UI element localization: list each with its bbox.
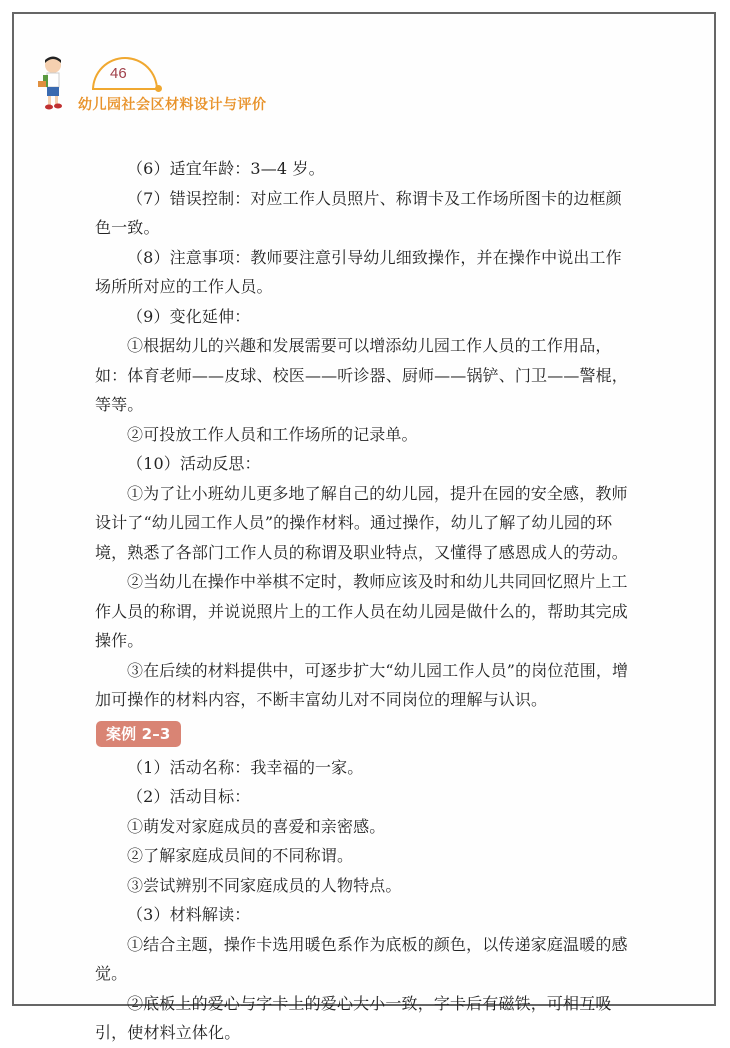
paragraph: ②了解家庭成员间的不同称谓。: [127, 846, 354, 865]
arc-dot: [155, 85, 162, 92]
arc-baseline: [92, 88, 160, 90]
paragraph: （1）活动名称：我幸福的一家。: [127, 757, 364, 777]
case-badge: 案例 2–3: [96, 721, 181, 747]
paragraph: （9）变化延伸：: [127, 306, 251, 326]
book-title: 幼儿园社会区材料设计与评价: [78, 97, 267, 113]
paragraph: ③在后续的材料提供中，可逐步扩大“幼儿园工作人员”的岗位范围，增加可操作的材料内容，不断丰富幼儿对不同岗位的理解与认识。: [95, 660, 629, 709]
page-body: [95, 154, 635, 1048]
boy-mascot-icon: [35, 55, 71, 111]
page-header: [30, 55, 330, 115]
paragraph: ①萌发对家庭成员的喜爱和亲密感。: [127, 816, 386, 836]
paragraph: ①结合主题，操作卡选用暖色系作为底板的颜色，以传递家庭温暖的感觉。: [95, 934, 628, 983]
paragraph: ②底板上的爱心与字卡上的爱心大小一致，字卡后有磁铁，可相互吸引，使材料立体化。: [95, 993, 612, 1042]
page-number: 46: [110, 65, 127, 82]
paragraph: （2）活动目标：: [127, 787, 251, 806]
paragraph: ①根据幼儿的兴趣和发展需要可以增添幼儿园工作人员的工作用品，如：体育老师——皮球、校医——听诊器、厨师——锅铲、门卫——警棍，等等。: [95, 336, 628, 414]
paragraph: ②可投放工作人员和工作场所的记录单。: [127, 424, 418, 444]
paragraph: （7）错误控制：对应工作人员照片、称谓卡及工作场所图卡的边框颜色一致。: [95, 188, 622, 237]
paragraph: （10）活动反思：: [127, 454, 261, 473]
paragraph: ③尝试辨别不同家庭成员的人物特点。: [127, 875, 402, 895]
paragraph: （3）材料解读：: [127, 905, 251, 924]
paragraph: ②当幼儿在操作中举棋不定时，教师应该及时和幼儿共同回忆照片上工作人员的称谓，并说说照片上的工作人员在幼儿园是做什么的，帮助其完成操作。: [95, 572, 628, 650]
paragraph: （6）适宜年龄：3—4 岁。: [127, 159, 325, 178]
paragraph: ①为了让小班幼儿更多地了解自己的幼儿园，提升在园的安全感，教师设计了“幼儿园工作人员”的操作材料。通过操作，幼儿了解了幼儿园的环境，熟悉了各部门工作人员的称谓及职业特点，又懂得了感恩成人的劳动。: [95, 483, 628, 562]
paragraph: （8）注意事项：教师要注意引导幼儿细致操作，并在操作中说出工作场所所对应的工作人员。: [95, 247, 622, 296]
